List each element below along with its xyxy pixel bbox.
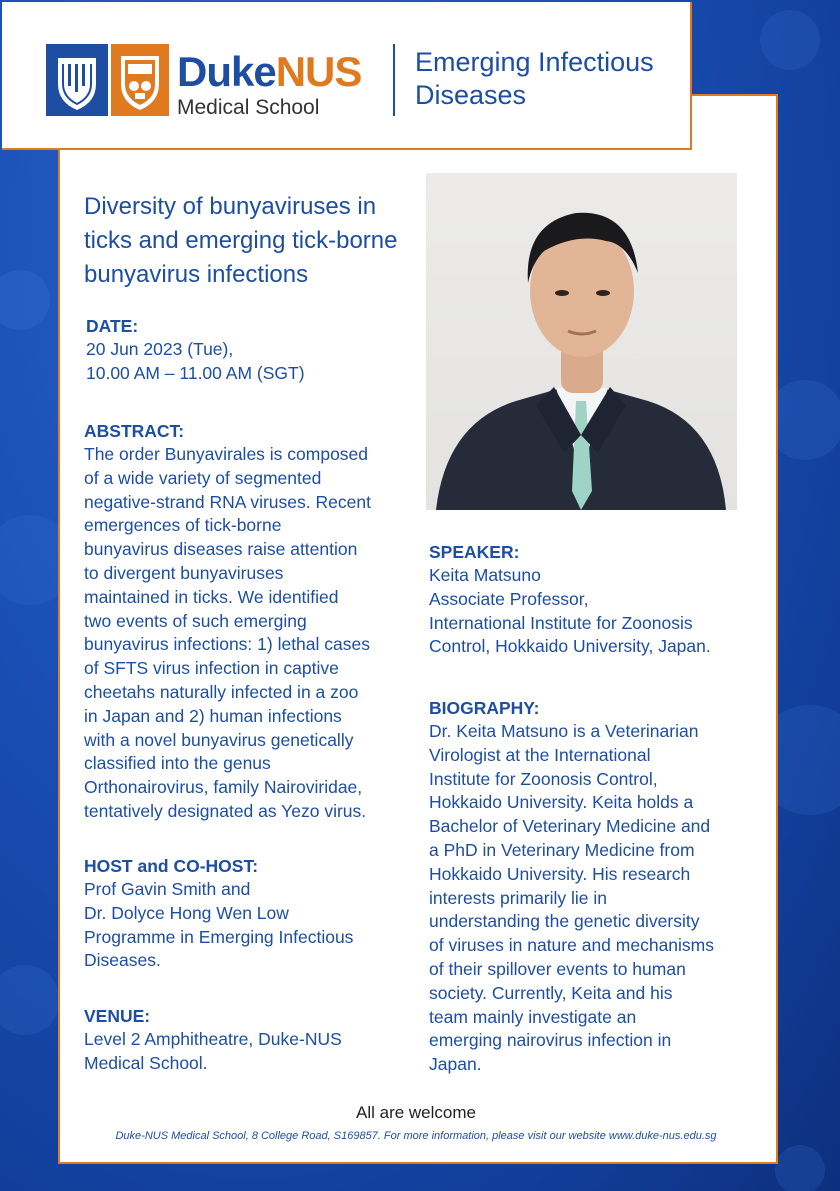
abstract-line: two events of such emerging xyxy=(84,610,307,631)
venue-line: Medical School. xyxy=(84,1052,208,1073)
footer-note: Duke-NUS Medical School, 8 College Road, S169857. For more information, please visit our website www.duke-nus.edu.sg xyxy=(115,1130,717,1142)
biography-line: a PhD in Veterinary Medicine from xyxy=(429,839,695,860)
speaker-name: Keita Matsuno xyxy=(429,565,541,585)
title-line: ticks and emerging tick-borne xyxy=(84,227,398,254)
host-section xyxy=(84,855,404,973)
speaker-section xyxy=(429,541,759,659)
speaker-position: Associate Professor, xyxy=(429,588,589,609)
biography-line: interests primarily lie in xyxy=(429,887,607,908)
host-line: Dr. Dolyce Hong Wen Low xyxy=(84,902,289,923)
biography-line: Bachelor of Veterinary Medicine and xyxy=(429,816,711,837)
date-section xyxy=(86,315,406,386)
abstract-line: The order Bunyavirales is composed xyxy=(84,444,369,464)
title-line: Diversity of bunyaviruses in xyxy=(84,193,377,220)
host-line: Programme in Emerging Infectious xyxy=(84,926,354,947)
host-label: HOST and CO-HOST: xyxy=(84,856,259,876)
date-label: DATE: xyxy=(86,316,139,336)
abstract-line: bunyavirus diseases raise attention xyxy=(84,539,358,560)
abstract-line: Orthonairovirus, family Nairoviridae, xyxy=(84,777,363,798)
biography-line: understanding the genetic diversity xyxy=(429,911,700,932)
abstract-line: classified into the genus xyxy=(84,753,271,774)
brand-duke: Duke xyxy=(177,48,276,95)
duke-shield-icon xyxy=(46,44,108,116)
date-value: 20 Jun 2023 (Tue), xyxy=(86,339,234,359)
biography-line: of their spillover events to human xyxy=(429,958,686,979)
abstract-line: to divergent bunyaviruses xyxy=(84,562,284,583)
header-divider xyxy=(393,44,395,116)
nus-crest-icon xyxy=(111,44,169,116)
biography-label: BIOGRAPHY: xyxy=(429,698,540,718)
brand-nus: NUS xyxy=(275,48,362,95)
abstract-line: of a wide variety of segmented xyxy=(84,467,322,488)
abstract-line: in Japan and 2) human infections xyxy=(84,705,342,726)
biography-line: Dr. Keita Matsuno is a Veterinarian xyxy=(429,721,699,741)
department-name xyxy=(415,46,654,112)
abstract-line: with a novel bunyavirus genetically xyxy=(84,729,354,750)
biography-line: Hokkaido University. His research xyxy=(429,863,691,884)
department-line-2: Diseases xyxy=(415,80,527,110)
event-title xyxy=(84,190,424,292)
biography-line: Japan. xyxy=(429,1054,482,1075)
abstract-line: of SFTS virus infection in captive xyxy=(84,658,339,679)
biography-line: emerging nairovirus infection in xyxy=(429,1030,672,1051)
abstract-line: maintained in ticks. We identified xyxy=(84,586,339,607)
abstract-line: bunyavirus infections: 1) lethal cases xyxy=(84,634,370,655)
biography-line: of viruses in nature and mechanisms xyxy=(429,935,714,956)
brand-wordmark xyxy=(177,48,361,96)
header-banner xyxy=(2,2,692,150)
biography-section xyxy=(429,697,759,1077)
speaker-affiliation: Control, Hokkaido University, Japan. xyxy=(429,636,711,657)
venue-label: VENUE: xyxy=(84,1006,151,1026)
biography-line: Virologist at the International xyxy=(429,744,651,765)
host-line: Diseases. xyxy=(84,950,161,971)
welcome-text: All are welcome xyxy=(356,1103,476,1122)
host-line: Prof Gavin Smith and xyxy=(84,879,251,899)
biography-text xyxy=(429,720,759,1077)
abstract-line: negative-strand RNA viruses. Recent xyxy=(84,491,371,512)
abstract-line: tentatively designated as Yezo virus. xyxy=(84,800,367,821)
abstract-section xyxy=(84,420,414,824)
speaker-label: SPEAKER: xyxy=(429,542,520,562)
abstract-line: cheetahs naturally infected in a zoo xyxy=(84,681,359,702)
speaker-affiliation: International Institute for Zoonosis xyxy=(429,612,693,633)
venue-line: Level 2 Amphitheatre, Duke-NUS xyxy=(84,1029,342,1049)
abstract-line: emergences of tick-borne xyxy=(84,515,282,536)
speaker-portrait xyxy=(426,173,737,510)
abstract-text xyxy=(84,443,414,824)
department-line-1: Emerging Infectious xyxy=(415,47,654,77)
biography-line: team mainly investigate an xyxy=(429,1006,637,1027)
biography-line: society. Currently, Keita and his xyxy=(429,982,673,1003)
biography-line: Hokkaido University. Keita holds a xyxy=(429,792,694,813)
biography-line: Institute for Zoonosis Control, xyxy=(429,768,658,789)
time-value: 10.00 AM – 11.00 AM (SGT) xyxy=(86,362,305,383)
brand-subtitle: Medical School xyxy=(177,96,320,119)
venue-section xyxy=(84,1005,404,1076)
title-line: bunyavirus infections xyxy=(84,261,309,288)
abstract-label: ABSTRACT: xyxy=(84,421,185,441)
